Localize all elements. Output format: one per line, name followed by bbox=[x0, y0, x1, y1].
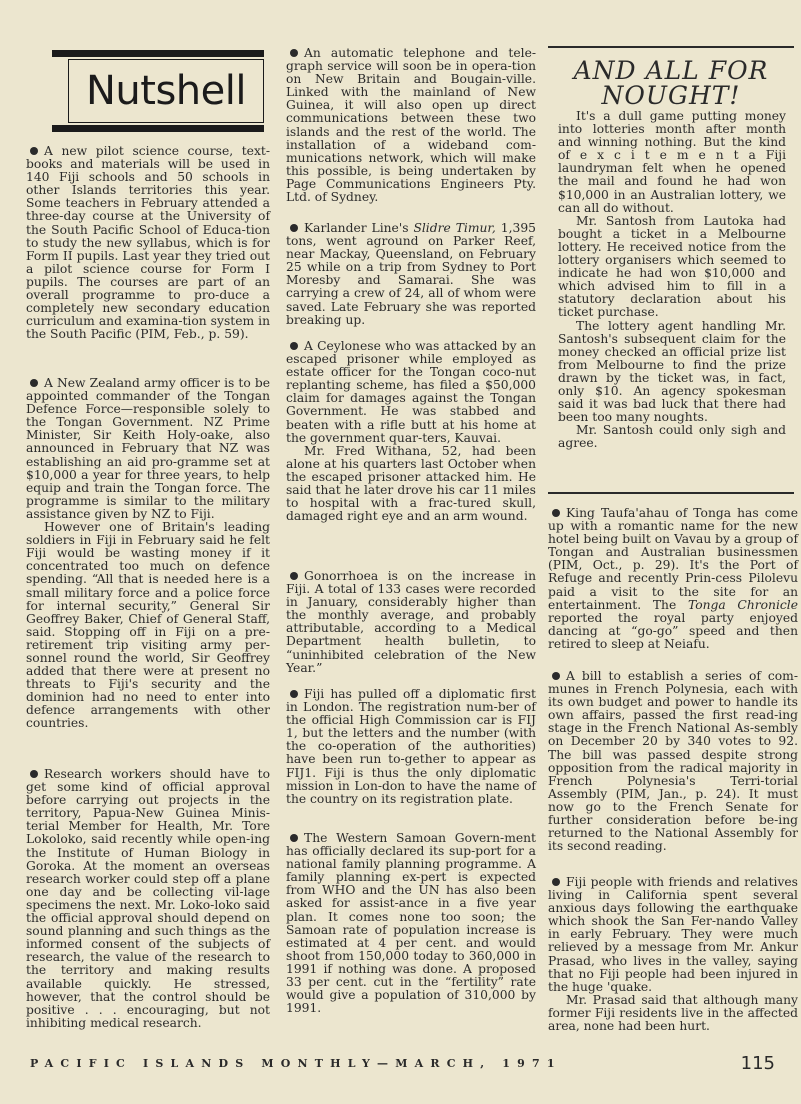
article-text: An automatic telephone and tele-graph service will soon be in opera-tion on New Britain and Bougain-ville. Linked with the mainland of New Guinea, it will also open up direct communications between these two islands and the rest of the world. The installation of a wideband com-munications network, which will make this possible, is being undertaken by Page Communications Engineers Pty. Ltd. of Sydney. bbox=[286, 46, 536, 205]
article-science-course bbox=[26, 145, 270, 341]
article-text: reported the royal party enjoyed dancing at “go-go” speed and then retired to sleep at Neiafu. bbox=[548, 610, 798, 651]
article-tongan-defence bbox=[26, 377, 270, 731]
sidebar-paragraph: The lottery agent handling Mr. Santosh's subsequent claim for the money checked an official prize list from Melbourne to find the prize drawn by the ticket was, in fact, only $10. An agency spokesman said it was bad luck that there had been too many noughts. bbox=[558, 318, 786, 425]
article-text: Research workers should have to get some kind of official approval before carrying out projects in the territory, Papua-New Guinea Minis-terial Member for Health, Mr. Tore Lokoloko, said recently while open-ing the Institute of Human Biology in Goroka. At the moment an overseas research worker could step off a plane one day and be collecting vil-lage specimens the next. Mr. Loko-loko said the official approval should depend on sound planning and such things as the informed consent of the subjects of research, the value of the research to the territory and making results available quickly. He stressed, however, that the control should be positive . . . encouraging, but not inhibiting medical research. bbox=[26, 767, 270, 1030]
sidebar-title bbox=[548, 58, 794, 108]
article-text: Karlander Line's bbox=[304, 221, 414, 235]
bullet-icon bbox=[290, 224, 298, 232]
sidebar-top-rule bbox=[548, 46, 794, 48]
bullet-icon bbox=[30, 147, 38, 155]
sidebar-bottom-rule bbox=[548, 492, 794, 494]
page-number: 115 bbox=[740, 1053, 775, 1074]
sidebar-title-line: AND ALL FOR bbox=[573, 56, 769, 85]
article-gonorrhoea bbox=[286, 570, 536, 675]
article-text: A bill to establish a series of com-munes in French Polynesia, each with its own budget and power to handle its own affairs, passed the first read-ing stage in the French National As-sembly on December 20 by 340 votes to 92. The bill was passed despite strong opposition from the radical majority in French Polynesia's Terri-torial Assembly (PIM, Jan., p. 24). It must now go to the French Senate for further consideration before be-ing returned to the National Assembly for its second reading. bbox=[548, 669, 798, 854]
article-tonga-hotel bbox=[548, 507, 798, 651]
bullet-icon bbox=[290, 342, 298, 350]
ship-name: Slidre Timur, bbox=[413, 221, 496, 235]
article-text: Gonorrhoea is on the increase in Fiji. A total of 133 cases were recorded in January, considerably higher than the monthly average, and probably attributable, according to a Medical Department health bulletin, to “uninhibited celebration of the New Year.” bbox=[286, 569, 536, 675]
sidebar-title-line: NOUGHT! bbox=[601, 81, 741, 110]
masthead-top-rule bbox=[52, 50, 264, 57]
sidebar-paragraph: Mr. Santosh could only sigh and agree. bbox=[558, 423, 786, 451]
article-paragraph: Mr. Prasad said that although many former Fiji residents live in the affected area, none had been hurt. bbox=[548, 992, 798, 1034]
masthead-title: Nutshell bbox=[86, 68, 246, 114]
article-text: The Western Samoan Govern-ment has officially declared its sup-port for a national family planning programme. A family planning ex-pert is expected from WHO and the UN has also been asked for assist-ance in a five year plan. It comes none too soon; the Samoan rate of population increase is estimated at 4 per cent. and would shoot from 150,000 today to 360,000 in 1991 if nothing was done. A proposed 33 per cent. cut in the “fertility” rate would give a population of 310,000 by 1991. bbox=[286, 831, 536, 1016]
article-research-workers bbox=[26, 768, 270, 1030]
sidebar-paragraph: It's a dull game putting money into lotteries month after month and winning nothing. But the kind of e x c i t e m e n t a Fiji laundryman felt when he opened the mail and found he had won $10,000 in an Australian lottery, we can all do without. bbox=[558, 109, 786, 215]
bullet-icon bbox=[552, 878, 560, 886]
bullet-icon bbox=[290, 49, 298, 57]
sidebar-paragraph: Mr. Santosh from Lautoka had bought a ticket in a Melbourne lottery. He received notice from the lottery organisers which seemed to indicate he had won $10,000 and which advised him to fill in a statutory declaration about his ticket purchase. bbox=[558, 213, 786, 320]
article-paragraph: However one of Britain's leading soldiers in Fiji in February said he felt Fiji would be wasting money if it concentrated too much on defence spending. “All that is needed here is a small military force and a police force for internal security,” General Sir Geoffrey Baker, Chief of General Staff, said. Stopping off in Fiji on a pre-retirement trip visiting army per-sonnel round the world, Sir Geoffrey added that there were at present no threats to Fiji's security and the dominion had no need to enter into defence arrangements with other countries. bbox=[26, 520, 270, 731]
article-text: A new pilot science course, text-books and materials will be used in 140 Fiji schools and 50 schools in other Islands territories this year. Some teachers in February attended a three-day course at the University of the South Pacific School of Educa-tion to study the new syllabus, which is for Form II pupils. Last year they tried out a pilot science course for Form I pupils. The courses are part of an overall programme to pro-duce a completely new secondary education curriculum and examina-tion system in the South Pacific (PIM, Feb., p. 59). bbox=[26, 144, 270, 342]
newspaper-name: Tonga Chronicle bbox=[687, 597, 798, 612]
article-text: Fiji has pulled off a diplomatic first in London. The registration num-ber of the official High Commission car is FIJ 1, but the letters and the number (with the co-operation of the authorities) have been run to-gether to appear as FIJ1. Fiji is thus the only diplomatic mission in Lon-don to have the name of the country on its registration plate. bbox=[286, 687, 536, 806]
bullet-icon bbox=[290, 572, 298, 580]
article-ship-aground bbox=[286, 222, 536, 327]
bullet-icon bbox=[30, 379, 38, 387]
sidebar-lottery-story bbox=[558, 110, 786, 450]
bullet-icon bbox=[552, 509, 560, 517]
article-california-quake bbox=[548, 876, 798, 1033]
article-diplomatic-first bbox=[286, 688, 536, 806]
masthead bbox=[52, 50, 264, 132]
article-text: Fiji people with friends and relatives living in California spent several anxious days following the earthquake which shook the San Fer-nando Valley in early February. They were much relieved by a message from Mr. Ankur Prasad, who lives in the valley, saying that no Fiji people had been injured in the huge 'quake. bbox=[548, 875, 798, 994]
article-paragraph: Mr. Fred Withana, 52, had been alone at his quarters last October when the escaped prisoner attacked him. He said that he later drove his car 11 miles to hospital with a frac-tured skull, damaged right eye and an arm wound. bbox=[286, 443, 536, 524]
article-ceylonese-claim bbox=[286, 340, 536, 523]
article-text: A Ceylonese who was attacked by an escaped prisoner while employed as estate officer for the Tongan coco-nut replanting scheme, has filed a $50,000 claim for damages against the Tongan Government. He was stabbed and beaten with a rifle butt at his home at the government quar-ters, Kauvai. bbox=[286, 339, 536, 445]
masthead-box bbox=[68, 59, 264, 123]
bullet-icon bbox=[552, 672, 560, 680]
running-footer: PACIFIC ISLANDS MONTHLY—MARCH, 1971 bbox=[30, 1057, 562, 1070]
article-family-planning bbox=[286, 832, 536, 1015]
article-text: King Taufa'ahau of Tonga has come up with a romantic name for the new hotel being built on Vavau by a group of Tongan and Australian businessmen (PIM, Oct., p. 29). It's the Port of Refuge and recently Prin-cess Pilolevu paid a visit to the site for an entertainment. The bbox=[548, 506, 798, 612]
article-text: 1,395 tons, went aground on Parker Reef, near Mackay, Queensland, on February 25 while on a trip from Sydney to Port Moresby and Samarai. She was carrying a crew of 24, all of whom were saved. Late February she was reported breaking up. bbox=[286, 221, 536, 327]
masthead-bottom-rule bbox=[52, 125, 264, 132]
article-french-polynesia bbox=[548, 670, 798, 853]
bullet-icon bbox=[290, 690, 298, 698]
article-telephone-service bbox=[286, 47, 536, 204]
bullet-icon bbox=[30, 770, 38, 778]
bullet-icon bbox=[290, 834, 298, 842]
article-text: A New Zealand army officer is to be appointed commander of the Tongan Defence Force—responsible solely to the Tongan Government. NZ Prime Minister, Sir Keith Holy-oake, also announced in February that NZ was establishing an aid pro-gramme set at $10,000 a year for three years, to help equip and train the Tongan force. The programme is similar to the military assistance given by NZ to Fiji. bbox=[26, 376, 270, 521]
